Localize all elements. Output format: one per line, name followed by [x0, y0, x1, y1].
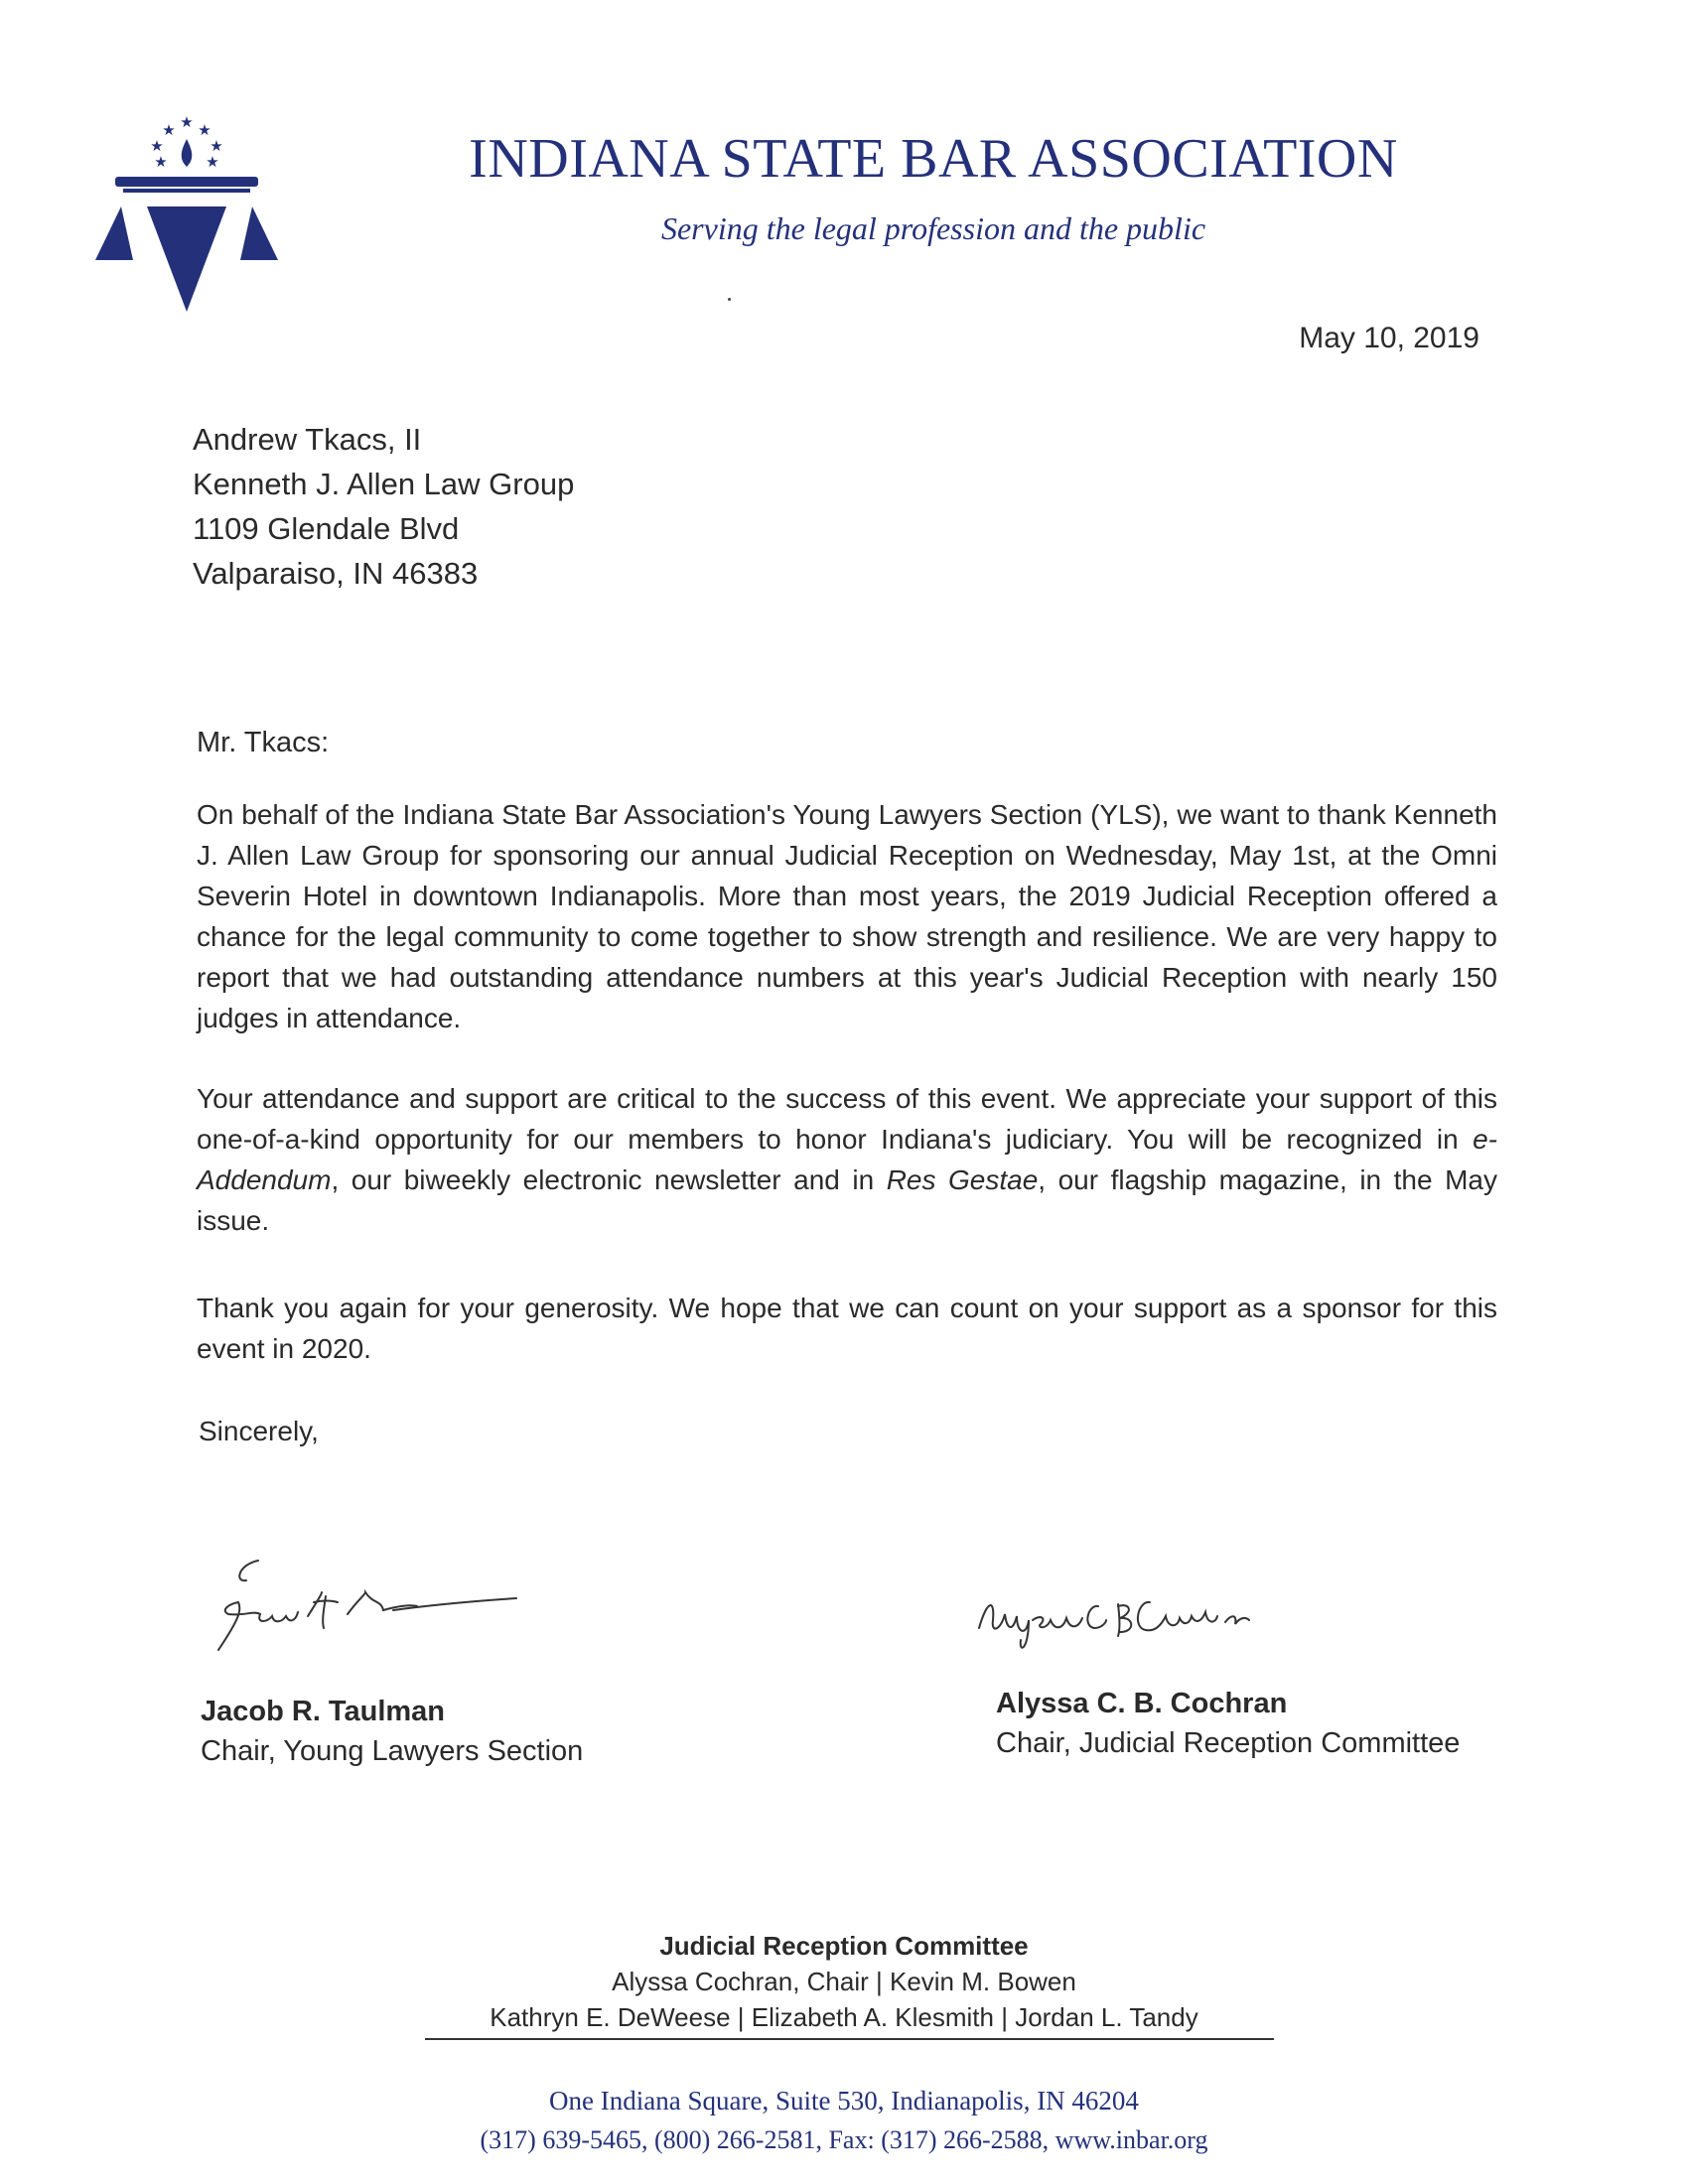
- letterhead-footer: [377, 2081, 1311, 2160]
- newsletter-title: e-Addendum: [197, 1124, 1497, 1195]
- svg-text:★: ★: [198, 121, 211, 139]
- body-paragraph: [197, 1078, 1497, 1241]
- recipient-name: Andrew Tkacs, II: [193, 422, 422, 457]
- body-paragraph: On behalf of the Indiana State Bar Association's Young Lawyers Section (YLS), we want to thank Kenneth J. Allen Law Group for sponsoring our annual Judicial Reception on Wednesday, May 1st, at the Omni Severin Hotel in downtown Indianapolis. More than most years, the 2019 Judicial Reception offered a chance for the legal community to come together to show strength and resilience. We are very happy to report that we had outstanding attendance numbers at this year's Judicial Reception with nearly 150 judges in attendance.: [197, 799, 1497, 1033]
- handwritten-signature-cochran: [971, 1580, 1309, 1660]
- signer-name: Jacob R. Taulman: [201, 1696, 446, 1727]
- svg-text:★: ★: [162, 121, 176, 139]
- scan-speck: [728, 298, 731, 301]
- organization-name: INDIANA STATE BAR ASSOCIATION: [469, 128, 1398, 190]
- magazine-title: Res Gestae: [886, 1164, 1039, 1195]
- letter-date: May 10, 2019: [1299, 322, 1479, 354]
- committee-block: [397, 1928, 1291, 2035]
- svg-text:★: ★: [154, 153, 168, 171]
- paragraph-text: , our flagship magazine, in the May issue.: [197, 1164, 1497, 1236]
- signer-title: Chair, Young Lawyers Section: [201, 1735, 584, 1767]
- committee-heading: Judicial Reception Committee: [659, 1931, 1029, 1961]
- recipient-city: Valparaiso, IN 46383: [193, 556, 479, 591]
- signer-title: Chair, Judicial Reception Committee: [996, 1727, 1461, 1759]
- svg-text:★: ★: [150, 137, 164, 155]
- footer-divider: [425, 2038, 1274, 2040]
- svg-text:★: ★: [210, 137, 223, 155]
- contact-info: (317) 639-5465, (800) 266-2581, Fax: (317) 266-2588, www.inbar.org: [480, 2125, 1208, 2154]
- recipient-street: 1109 Glendale Blvd: [193, 511, 460, 546]
- closing: Sincerely,: [199, 1416, 319, 1446]
- paragraph-text: Your attendance and support are critical to the success of this event. We appreciate your support of this one-of-a-kind opportunity for our members to honor Indiana's judiciary. You will be recognized in: [197, 1083, 1497, 1155]
- committee-members-line: Alyssa Cochran, Chair | Kevin M. Bowen: [612, 1967, 1076, 1996]
- body-paragraph: Thank you again for your generosity. We hope that we can count on your support as a sponsor for this event in 2020.: [197, 1293, 1497, 1364]
- paragraph-text: , our biweekly electronic newsletter and in: [331, 1164, 887, 1195]
- bar-association-logo-icon: [93, 109, 280, 318]
- salutation: Mr. Tkacs:: [197, 727, 330, 758]
- svg-text:★: ★: [206, 153, 219, 171]
- office-address: One Indiana Square, Suite 530, Indianapolis, IN 46204: [549, 2086, 1139, 2116]
- handwritten-signature-taulman: [199, 1541, 526, 1670]
- svg-text:★: ★: [180, 113, 194, 131]
- committee-members-line: Kathryn E. DeWeese | Elizabeth A. Klesmith | Jordan L. Tandy: [490, 2002, 1198, 2032]
- organization-tagline: Serving the legal profession and the public: [660, 210, 1206, 246]
- recipient-address-block: [193, 417, 574, 596]
- recipient-firm: Kenneth J. Allen Law Group: [193, 467, 575, 501]
- signer-name: Alyssa C. B. Cochran: [996, 1688, 1288, 1719]
